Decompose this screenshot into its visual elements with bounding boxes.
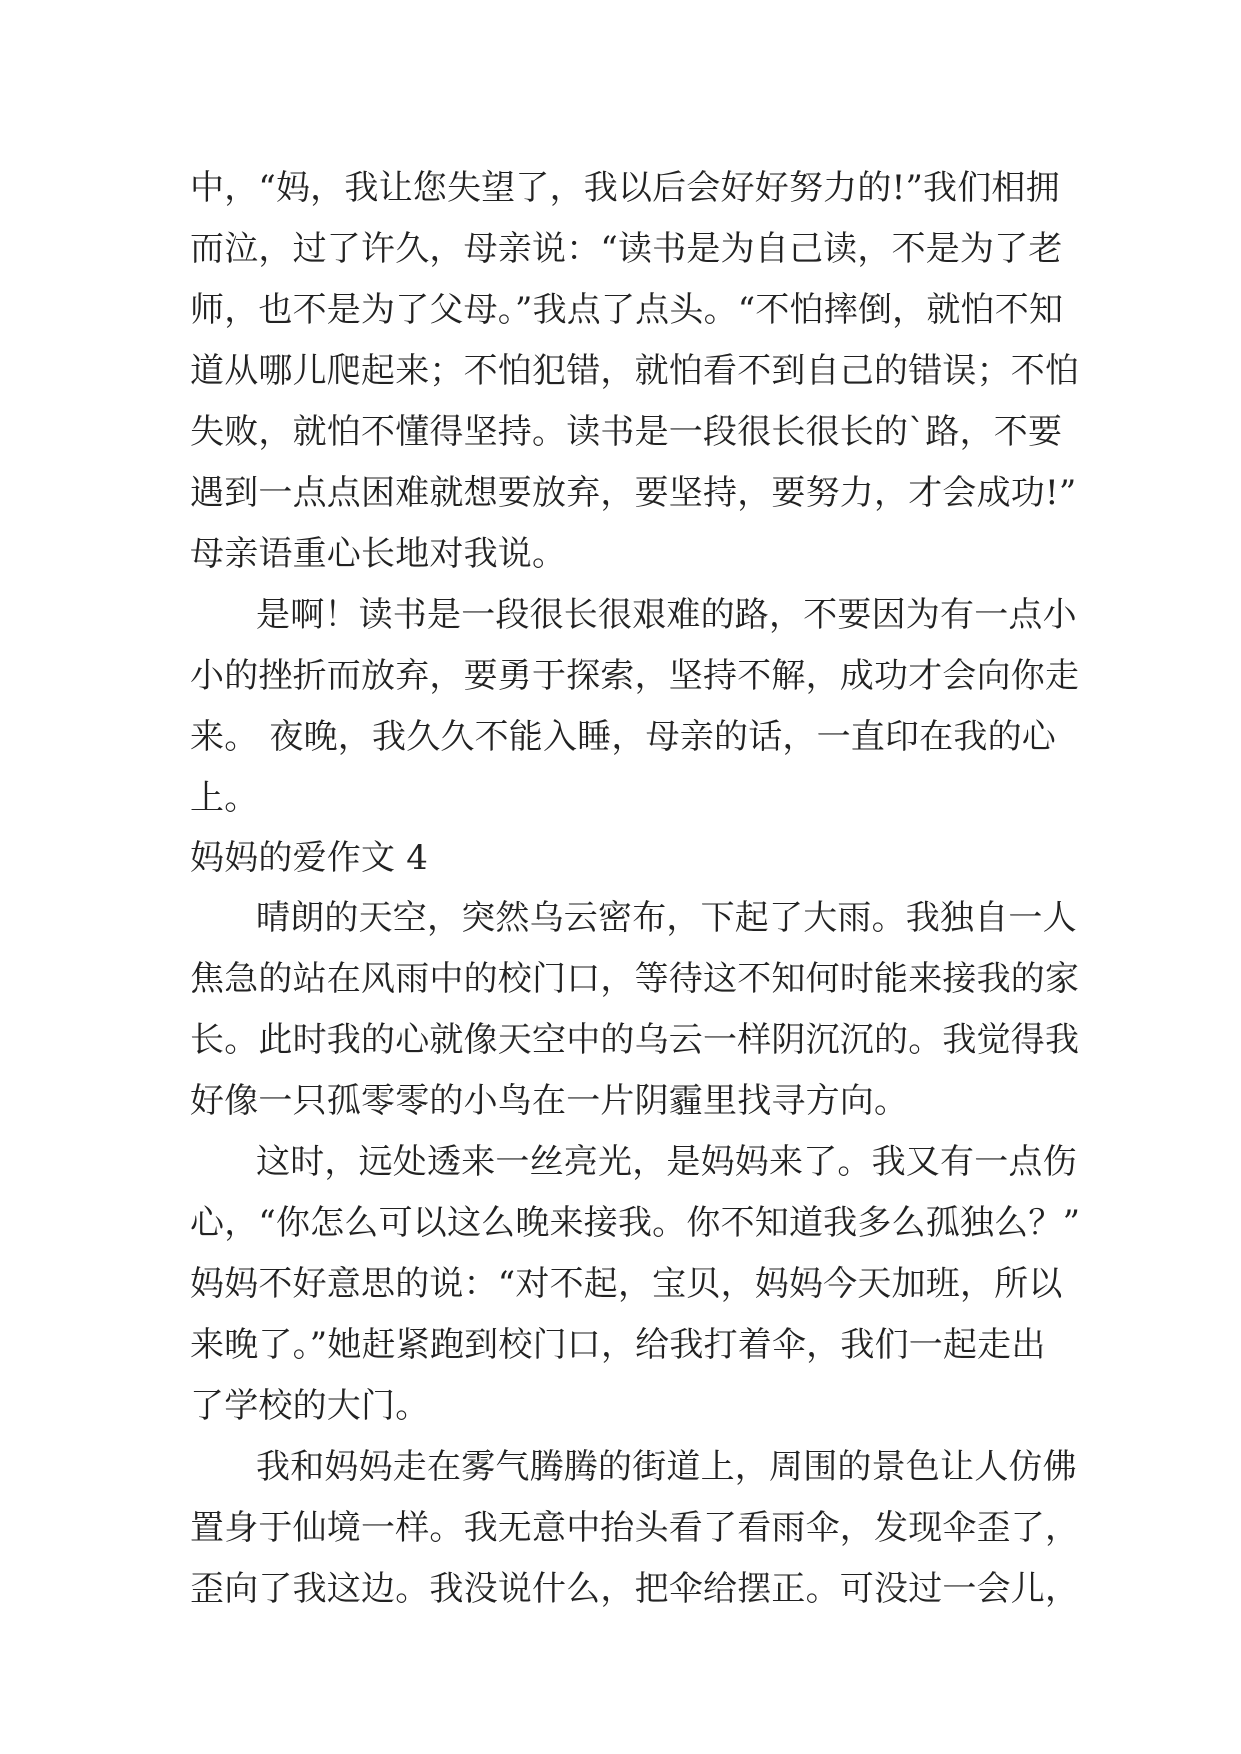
text-line: 焦急的站在风雨中的校门口，等待这不知何时能来接我的家: [190, 959, 1080, 999]
text-line: 晴朗的天空，突然乌云密布，下起了大雨。我独自一人: [256, 898, 1077, 938]
paragraph-3: [190, 888, 1080, 1132]
text-line: 而泣，过了许久，母亲说：“读书是为自己读，不是为了老: [190, 229, 1063, 269]
text-line: 师，也不是为了父母。”我点了点头。“不怕摔倒，就怕不知: [190, 290, 1064, 330]
text-line: 上。: [190, 778, 259, 818]
text-line: 中，“妈，我让您失望了，我以后会好好努力的!”我们相拥: [190, 168, 1060, 208]
text-line: 长。此时我的心就像天空中的乌云一样阴沉沉的。我觉得我: [190, 1020, 1080, 1060]
text-line: 这时，远处透来一丝亮光，是妈妈来了。我又有一点伤: [256, 1142, 1077, 1182]
text-line: 母亲语重心长地对我说。: [190, 534, 567, 574]
text-line: 歪向了我这边。我没说什么，把伞给摆正。可没过一会儿，: [190, 1569, 1080, 1609]
document-body: [190, 158, 1081, 1620]
paragraph-1: [190, 158, 1080, 585]
text-line: 心，“你怎么可以这么晚来接我。你不知道我多么孤独么？”: [190, 1203, 1081, 1243]
text-line: 好像一只孤零零的小鸟在一片阴霾里找寻方向。: [190, 1081, 909, 1121]
text-line: 失败，就怕不懂得坚持。读书是一段很长很长的`路，不要: [190, 412, 1063, 452]
paragraph-4: [190, 1132, 1081, 1437]
text-line: 小的挫折而放弃，要勇于探索，坚持不解，成功才会向你走: [190, 656, 1080, 696]
paragraph-5: [190, 1437, 1080, 1620]
section-heading: 妈妈的爱作文 4: [190, 838, 429, 878]
paragraph-2: [190, 585, 1080, 829]
text-line: 是啊！读书是一段很长很艰难的路，不要因为有一点小: [256, 595, 1077, 635]
text-line: 了学校的大门。: [190, 1386, 430, 1426]
text-line: 置身于仙境一样。我无意中抬头看了看雨伞，发现伞歪了，: [190, 1508, 1080, 1548]
text-line: 我和妈妈走在雾气腾腾的街道上，周围的景色让人仿佛: [256, 1447, 1077, 1487]
text-line: 妈妈不好意思的说：“对不起，宝贝，妈妈今天加班，所以: [190, 1264, 1063, 1304]
text-line: 来晚了。”她赶紧跑到校门口，给我打着伞，我们一起走出: [190, 1325, 1046, 1365]
text-line: 来。 夜晚，我久久不能入睡，母亲的话，一直印在我的心: [190, 717, 1057, 757]
text-line: 道从哪儿爬起来；不怕犯错，就怕看不到自己的错误；不怕: [190, 351, 1080, 391]
text-line: 遇到一点点困难就想要放弃，要坚持，要努力，才会成功!”: [190, 473, 1077, 513]
